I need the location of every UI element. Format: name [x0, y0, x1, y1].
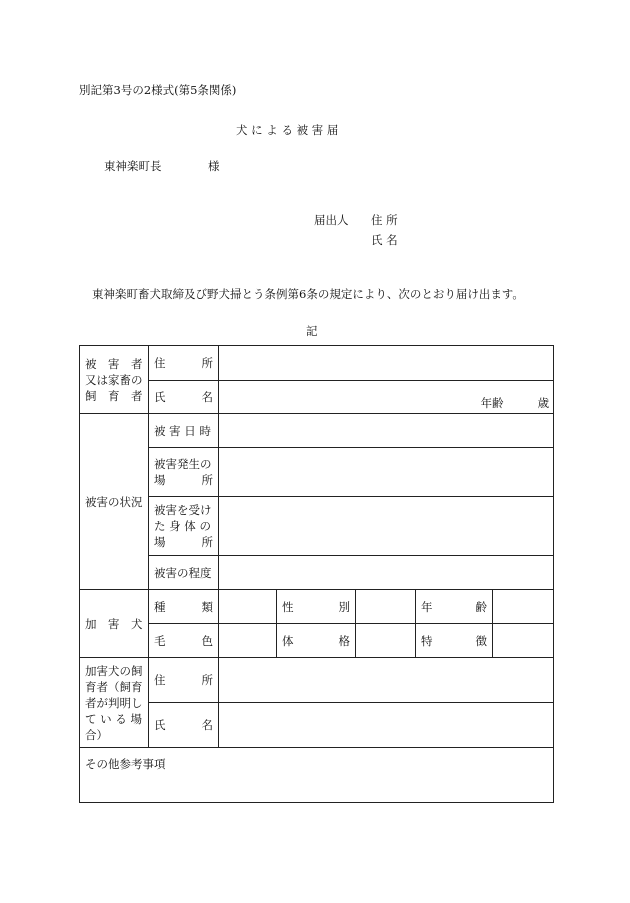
feature-field[interactable] — [493, 624, 554, 658]
applicant-role: 届出人 — [314, 213, 349, 227]
victim-name-label: 氏 名 — [149, 381, 219, 414]
color-field[interactable] — [219, 624, 277, 658]
other-notes-field[interactable] — [80, 748, 554, 803]
victim-address-field[interactable] — [219, 346, 554, 381]
dog-group-label: 加 害 犬 — [80, 590, 149, 658]
victim-age: 年齢 歳 — [480, 396, 550, 410]
body-part-field[interactable] — [219, 497, 554, 556]
victim-address-label: 住 所 — [149, 346, 219, 381]
form-number: 別記第3号の2様式(第5条関係) — [79, 83, 237, 97]
addressee-suffix: 様 — [208, 159, 220, 173]
place-field[interactable] — [219, 448, 554, 497]
document-title: 犬 に よ る 被 害 届 — [236, 123, 339, 137]
build-label: 体 格 — [277, 624, 356, 658]
applicant-address-label: 住 所 — [371, 213, 398, 227]
victim-group-label: 被 害 者 又は家畜の 飼 育 者 — [80, 346, 149, 414]
sex-label: 性 別 — [277, 590, 356, 624]
datetime-field[interactable] — [219, 414, 554, 448]
other-notes-label: その他参考事項 — [85, 757, 166, 771]
sex-field[interactable] — [356, 590, 416, 624]
victim-name-field[interactable] — [219, 381, 554, 414]
owner-name-label: 氏 名 — [149, 703, 219, 748]
degree-label: 被害の程度 — [149, 556, 219, 590]
situation-group-label: 被害の状況 — [80, 414, 149, 590]
owner-group-label: 加害犬の飼 育者（飼育 者が判明し て い る 場 合） — [80, 658, 149, 748]
build-field[interactable] — [356, 624, 416, 658]
ki-label: 記 — [306, 324, 318, 338]
owner-address-field[interactable] — [219, 658, 554, 703]
applicant-name-label: 氏 名 — [371, 233, 398, 247]
kind-field[interactable] — [219, 590, 277, 624]
dog-age-field[interactable] — [493, 590, 554, 624]
owner-address-label: 住 所 — [149, 658, 219, 703]
dog-age-label: 年 齢 — [416, 590, 493, 624]
feature-label: 特 徴 — [416, 624, 493, 658]
body-part-label: 被害を受け た 身 体 の 場 所 — [149, 497, 219, 556]
color-label: 毛 色 — [149, 624, 219, 658]
datetime-label: 被 害 日 時 — [149, 414, 219, 448]
damage-report-table — [79, 345, 554, 803]
place-label: 被害発生の 場 所 — [149, 448, 219, 497]
addressee: 東神楽町長 — [104, 159, 162, 173]
degree-field[interactable] — [219, 556, 554, 590]
kind-label: 種 類 — [149, 590, 219, 624]
owner-name-field[interactable] — [219, 703, 554, 748]
body-text: 東神楽町畜犬取締及び野犬掃とう条例第6条の規定により、次のとおり届け出ます。 — [92, 287, 524, 301]
